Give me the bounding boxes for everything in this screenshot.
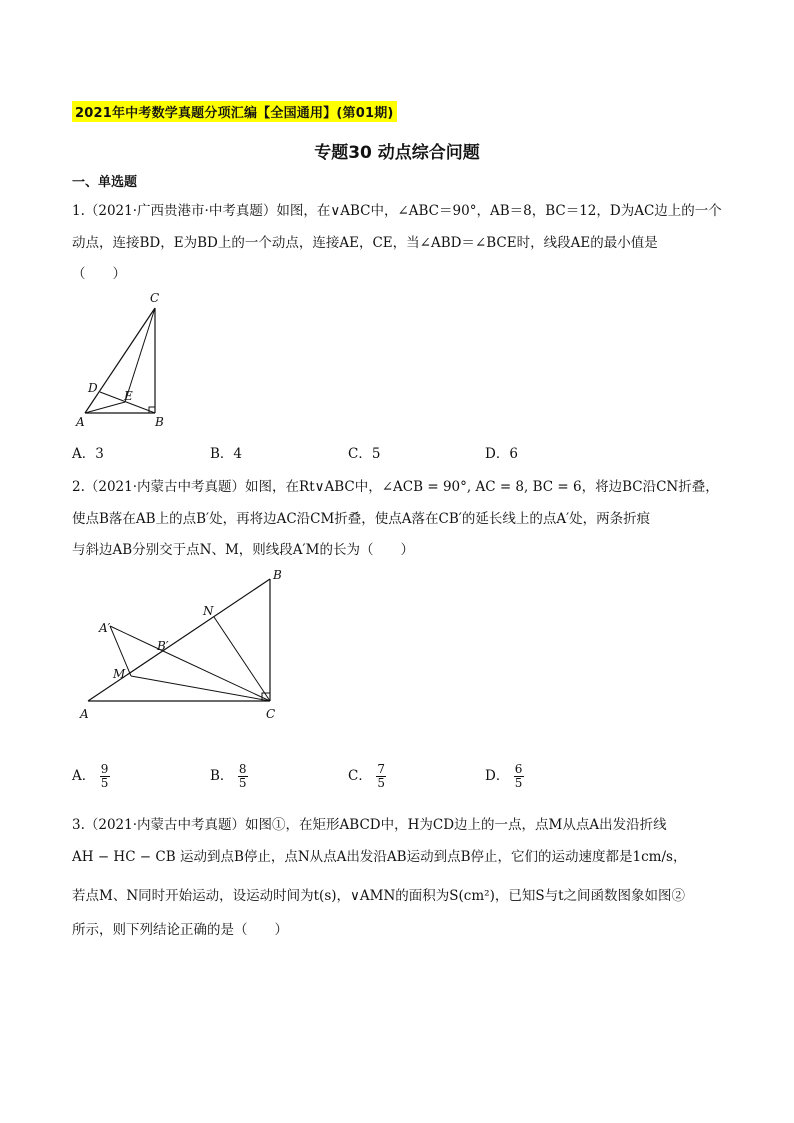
section-heading: 一、单选题 (72, 175, 138, 190)
q1-option-d[interactable]: D．6 (485, 446, 518, 462)
q2-label-n: N (203, 604, 214, 618)
q2-option-b-fraction: $\frac{8}{5}$ (238, 762, 247, 790)
q2-text-line2: 使点B落在AB上的点B′处，再将边AC沿CM折叠，使点A落在CB′的延长线上的点A′处，两条折痕 (72, 511, 651, 527)
q2-text-line3: 与斜边AB分别交于点N、M，则线段A′M的长为（ ） (72, 542, 414, 558)
q1-text-line3: （ ） (72, 266, 126, 282)
q2-option-d[interactable]: D． $\frac{6}{5}$ (485, 762, 523, 790)
q2-label-a: A (80, 707, 89, 721)
q1-option-b[interactable]: B．4 (210, 446, 243, 462)
q1-text-line2: 动点，连接BD，E为BD上的一个动点，连接AE，CE，当∠ABD＝∠BCE时，线段AE的最小值是 (72, 235, 658, 251)
q2-segment-cm (131, 676, 270, 701)
q2-option-d-fraction: $\frac{6}{5}$ (514, 762, 523, 790)
q1-segment-ac (85, 308, 155, 413)
q1-segment-ce (125, 308, 155, 402)
q1-label-b: B (155, 415, 164, 429)
q1-label-a: A (76, 415, 85, 429)
q2-option-c[interactable]: C． $\frac{7}{5}$ (348, 762, 385, 790)
q2-label-a-prime: A′ (99, 621, 111, 635)
q3-text-line1: 3.（2021·内蒙古中考真题）如图①，在矩形ABCD中，H为CD边上的一点，点M从点A出发沿折线 (72, 817, 667, 833)
q2-option-a-fraction: $\frac{9}{5}$ (100, 762, 109, 790)
q2-segment-cb-prime (163, 651, 270, 701)
q2-label-m: M (113, 667, 126, 681)
q3-text-line4: 所示，则下列结论正确的是（ ） (72, 922, 288, 938)
q2-option-b[interactable]: B． $\frac{8}{5}$ (210, 762, 247, 790)
q2-label-b: B (273, 568, 282, 582)
q2-segment-ab (88, 579, 270, 701)
q2-text-line1: 2.（2021·内蒙古中考真题）如图，在Rt∨ABC中，∠ACB = 90°, AC = 8, BC = 6，将边BC沿CN折叠， (72, 479, 719, 495)
series-banner: 2021年中考数学真题分项汇编【全国通用】(第01期) (72, 101, 397, 122)
q2-label-c: C (266, 707, 276, 721)
q2-segment-b-prime-a-prime (110, 626, 163, 651)
q1-option-a[interactable]: A．3 (72, 446, 104, 462)
q1-text-line1: 1.（2021·广西贵港市·中考真题）如图，在∨ABC中，∠ABC＝90°，AB＝8，BC＝12，D为AC边上的一个 (72, 203, 722, 219)
q2-figure (75, 565, 295, 725)
q2-label-b-prime: B′ (157, 639, 169, 653)
q1-option-c[interactable]: C．5 (348, 446, 381, 462)
q3-text-line3: 若点M、N同时开始运动，设运动时间为t(s)，∨AMN的面积为S(cm²)，已知S与t之间函数图象如图② (72, 888, 686, 904)
q3-text-line2: AH − HC − CB 运动到点B停止，点N从点A出发沿AB运动到点B停止，它们的运动速度都是1cm/s， (72, 849, 687, 865)
q1-label-e: E (124, 389, 133, 403)
q2-option-c-fraction: $\frac{7}{5}$ (377, 762, 385, 790)
q1-label-d: D (88, 381, 98, 395)
q1-label-c: C (150, 291, 160, 305)
page-title: 专题30 动点综合问题 (314, 143, 480, 163)
q2-option-a[interactable]: A． $\frac{9}{5}$ (72, 762, 109, 790)
q1-figure (70, 288, 180, 433)
